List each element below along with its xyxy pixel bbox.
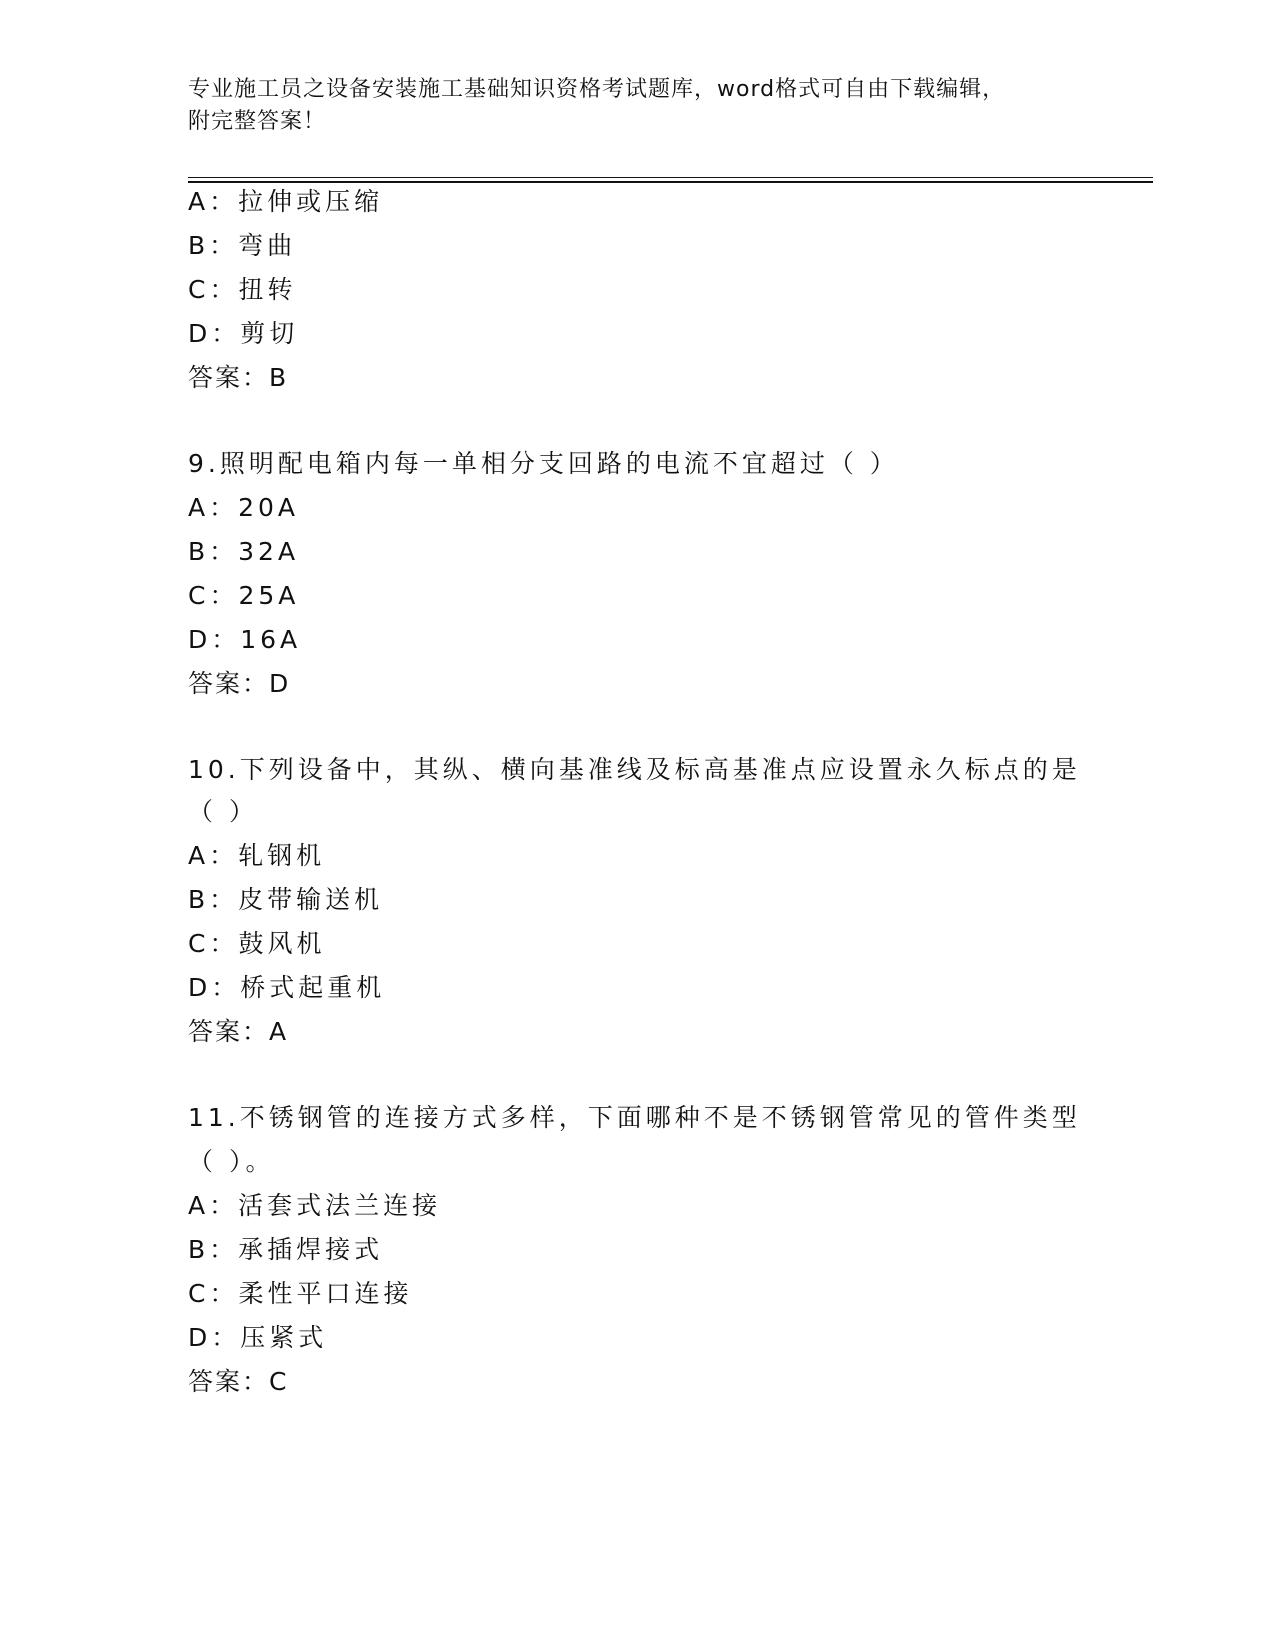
header-line-1: 专业施工员之设备安装施工基础知识资格考试题库，word格式可自由下载编辑， <box>188 77 1006 102</box>
q9-option-d: D：16A <box>188 625 302 654</box>
header-divider-thin <box>188 177 1153 178</box>
q8-option-c: C：扭转 <box>188 275 297 304</box>
header-divider-thick <box>188 181 1153 183</box>
q10-option-a: A：轧钢机 <box>188 841 326 870</box>
header-line-2: 附完整答案！ <box>188 109 327 134</box>
document-header <box>188 74 1088 138</box>
q10-option-d: D：桥式起重机 <box>188 973 386 1002</box>
q10-option-c: C：鼓风机 <box>188 929 326 958</box>
q9-option-a: A：20A <box>188 493 300 522</box>
q10-stem-line-1: 10.下列设备中，其纵、横向基准线及标高基准点应设置永久标点的是 <box>188 755 1081 784</box>
q8-option-d: D：剪切 <box>188 319 299 348</box>
q9-option-b: B：32A <box>188 537 300 566</box>
q11-stem-line-1: 11.不锈钢管的连接方式多样，下面哪种不是不锈钢管常见的管件类型 <box>188 1103 1081 1132</box>
q11-answer: 答案：C <box>188 1367 289 1396</box>
q9-answer: 答案：D <box>188 669 291 698</box>
q11-option-c: C：柔性平口连接 <box>188 1279 413 1308</box>
q11-option-b: B：承插焊接式 <box>188 1235 384 1264</box>
q10-option-b: B：皮带输送机 <box>188 885 384 914</box>
q10-answer: 答案：A <box>188 1017 289 1046</box>
q9-option-c: C：25A <box>188 581 300 610</box>
q9-stem: 9.照明配电箱内每一单相分支回路的电流不宜超过（ ） <box>188 449 899 478</box>
q11-stem-line-2: （ ）。 <box>188 1147 275 1176</box>
q10-stem-line-2: （ ） <box>188 797 258 826</box>
q8-answer: 答案：B <box>188 363 289 392</box>
q11-option-a: A：活套式法兰连接 <box>188 1191 442 1220</box>
q8-option-a: A：拉伸或压缩 <box>188 187 384 216</box>
q8-option-b: B：弯曲 <box>188 231 297 260</box>
q11-option-d: D：压紧式 <box>188 1323 328 1352</box>
